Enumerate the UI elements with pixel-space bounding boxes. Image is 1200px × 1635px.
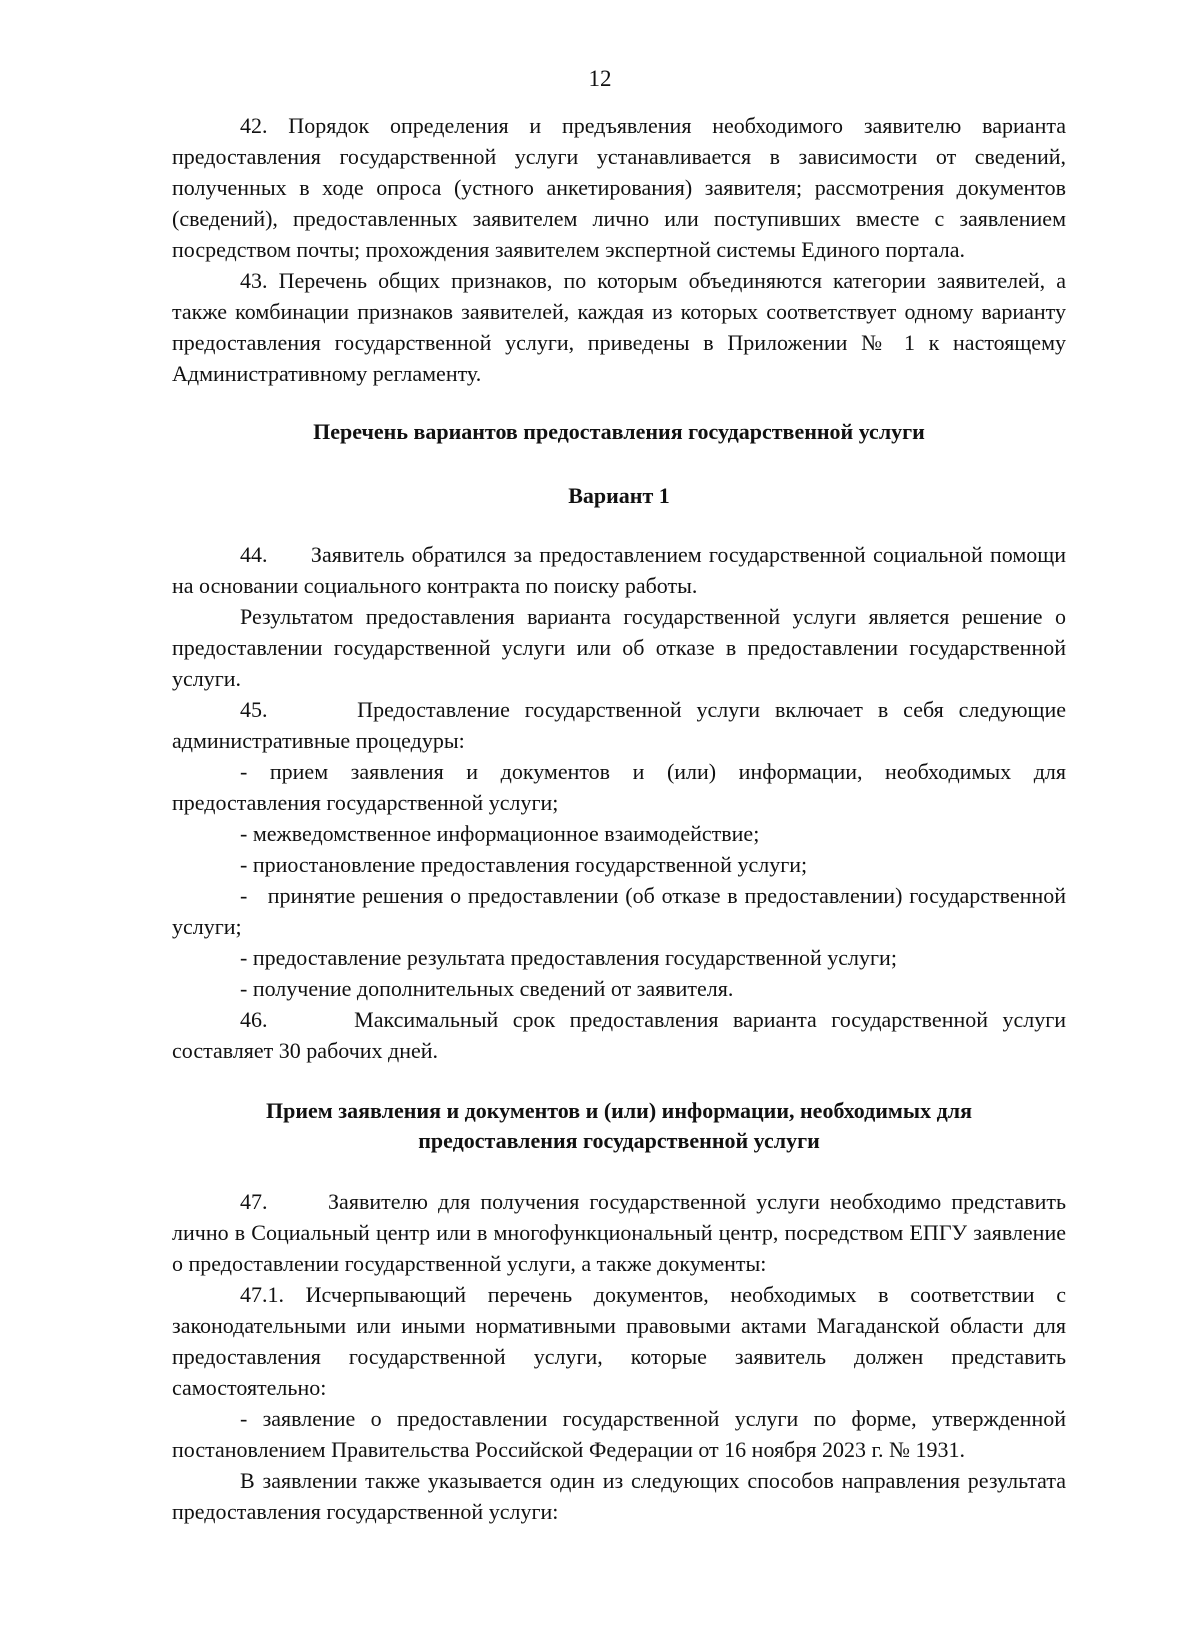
paragraph-46: 46. Максимальный срок предоставления варианта государственной услуги составляет 30 рабочих дней.: [172, 1007, 1072, 1063]
heading-reception: Прием заявления и документов и (или) информации, необходимых для предоставления государственной услуги: [266, 1098, 972, 1153]
heading-variant-1: Вариант 1: [568, 483, 670, 508]
paragraph-45: 45. Предоставление государственной услуги включает в себя следующие административные процедуры:: [172, 697, 1072, 753]
list-item-application: - заявление о предоставлении государственной услуги по форме, утвержденной постановлением Правительства Российской Федерации от 16 ноября 2023 г. № 1931.: [172, 1406, 1066, 1462]
paragraph-delivery-methods: В заявлении также указывается один из следующих способов направления результата предоставления государственной услуги:: [172, 1468, 1066, 1524]
paragraph-44: 44. Заявитель обратился за предоставлением государственной социальной помощи на основании социального контракта по поиску работы.: [172, 542, 1072, 598]
document-body: [172, 110, 1072, 1527]
paragraph-42: 42. Порядок определения и предъявления необходимого заявителю варианта предоставления государственной услуги устанавливается в зависимости от сведений, полученных в ходе опроса (устного анкетирования) заявителя; рассмотрения документов (сведений), предоставленных заявителем лично или поступивших вместе с заявлением посредством почты; прохождения заявителем экспертной системы Единого портала.: [172, 113, 1066, 262]
list-item-additional-info: - получение дополнительных сведений от заявителя.: [240, 976, 734, 1001]
list-item-reception: - прием заявления и документов и (или) информации, необходимых для предоставления государственной услуги;: [172, 759, 1066, 815]
paragraph-43: 43. Перечень общих признаков, по которым объединяются категории заявителей, а также комбинации признаков заявителей, каждая из которых соответствует одному варианту предоставления государственной услуги, приведены в Приложении № 1 к настоящему Административному регламенту.: [172, 268, 1066, 386]
list-item-decision: - принятие решения о предоставлении (об отказе в предоставлении) государственной услуги;: [172, 883, 1072, 939]
heading-variants-list: Перечень вариантов предоставления государственной услуги: [313, 419, 925, 444]
paragraph-result: Результатом предоставления варианта государственной услуги является решение о предоставлении государственной услуги или об отказе в предоставлении государственной услуги.: [172, 604, 1066, 691]
page-number: 12: [588, 66, 612, 91]
paragraph-47-1: 47.1. Исчерпывающий перечень документов, необходимых в соответствии с законодательными или иными нормативными правовыми актами Магаданской области для предоставления государственной услуги, которые заявитель должен представить самостоятельно:: [172, 1282, 1066, 1400]
list-item-result-delivery: - предоставление результата предоставления государственной услуги;: [240, 945, 897, 970]
list-item-interagency: - межведомственное информационное взаимодействие;: [240, 821, 760, 846]
list-item-suspension: - приостановление предоставления государственной услуги;: [240, 852, 808, 877]
paragraph-47: 47. Заявителю для получения государственной услуги необходимо представить лично в Социальный центр или в многофункциональный центр, посредством ЕПГУ заявление о предоставлении государственной услуги, а также документы:: [172, 1189, 1072, 1276]
